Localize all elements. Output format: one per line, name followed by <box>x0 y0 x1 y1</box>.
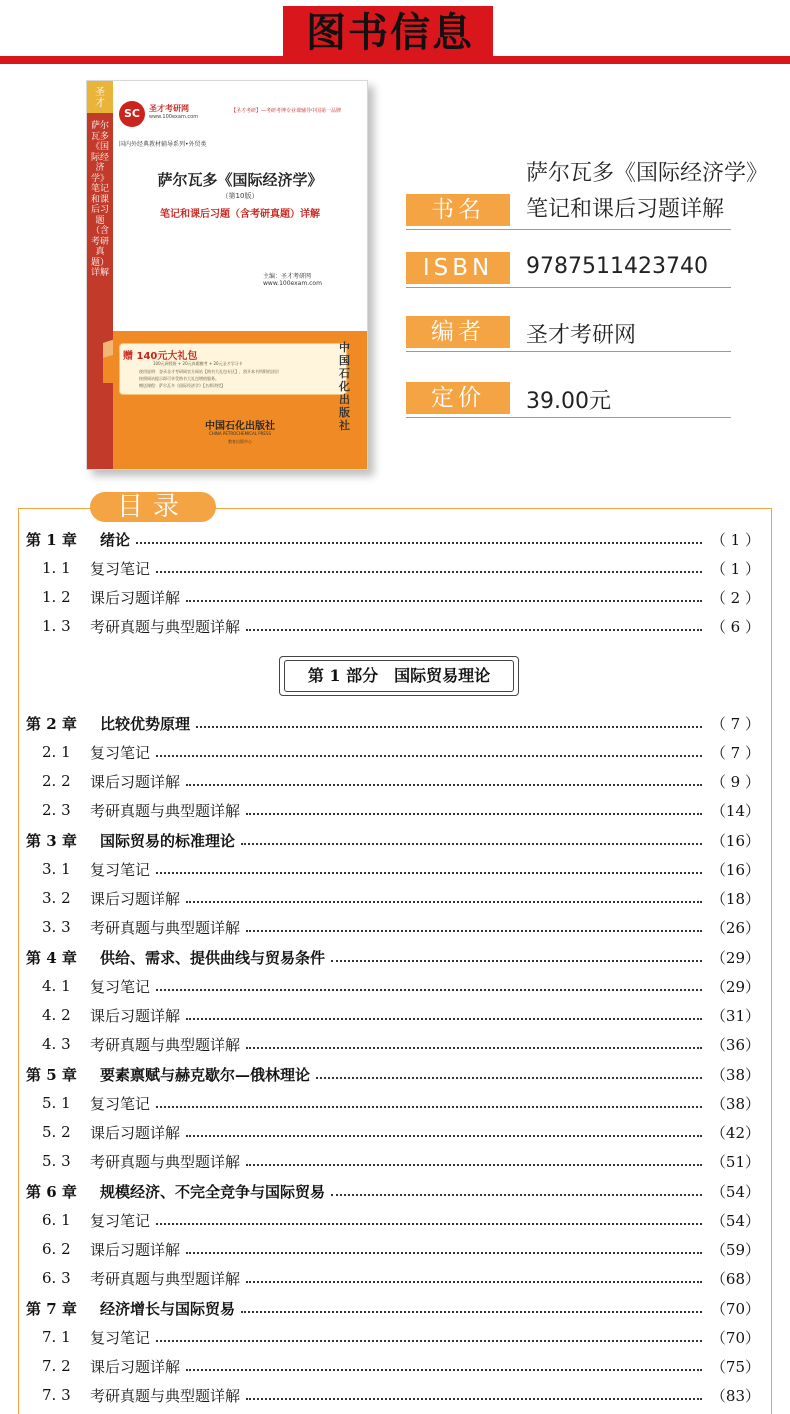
toc-chapter-row <box>26 1179 760 1203</box>
toc-number: 2. 1 <box>42 743 71 761</box>
toc-title: 考研真题与典型题详解 <box>90 617 241 636</box>
toc-section-row <box>26 769 760 793</box>
toc-section-row <box>26 1120 760 1144</box>
toc-title: 比较优势原理 <box>100 714 191 733</box>
toc-leader-dots <box>136 542 702 544</box>
cover-edition: （第10版） <box>221 192 259 200</box>
toc-section-row <box>26 740 760 764</box>
toc-number: 第 2 章 <box>26 714 77 733</box>
cover-title: 萨尔瓦多《国际经济学》 <box>157 171 323 189</box>
toc-leader-dots <box>246 1164 702 1166</box>
toc-leader-dots <box>246 1281 702 1283</box>
info-label: 定价 <box>406 382 510 414</box>
toc-number: 3. 3 <box>42 918 71 936</box>
page-header <box>0 0 790 78</box>
info-row-title <box>406 161 769 230</box>
toc-page-number: （ 7 ） <box>710 714 760 733</box>
toc-leader-dots <box>156 989 702 991</box>
toc-title: 课后习题详解 <box>90 1240 181 1259</box>
toc-page-number: （26） <box>710 918 760 937</box>
toc-leader-dots <box>246 813 702 815</box>
toc-leader-dots <box>186 901 702 903</box>
toc-section-row <box>26 1354 760 1378</box>
toc-title: 供给、需求、提供曲线与贸易条件 <box>100 948 326 967</box>
toc-page-number: （31） <box>710 1006 760 1025</box>
info-row-price <box>406 382 731 418</box>
toc-number: 6. 1 <box>42 1211 71 1229</box>
toc-page-number: （42） <box>710 1123 760 1142</box>
toc-leader-dots <box>331 960 702 962</box>
toc-number: 第 5 章 <box>26 1065 77 1084</box>
gift-line: 赠送课程：萨尔瓦多《国际经济学》【名师讲授】 <box>139 383 225 388</box>
logo-url: www.100exam.com <box>149 114 199 120</box>
toc-title: 经济增长与国际贸易 <box>100 1299 236 1318</box>
toc-leader-dots <box>156 755 702 757</box>
toc-leader-dots <box>156 872 702 874</box>
toc-section-row <box>26 1266 760 1290</box>
gift-badge: 赠 140元大礼包 <box>123 351 198 362</box>
toc-title: 复习笔记 <box>90 977 151 996</box>
toc-chapter-row <box>26 828 760 852</box>
toc-tab-label: 目录 <box>90 492 216 522</box>
publisher-english: CHINA PETROCHEMICAL PRESS <box>208 431 272 436</box>
toc-title: 国际贸易的标准理论 <box>100 831 236 850</box>
toc-page-number: （36） <box>710 1035 760 1054</box>
toc-page-number: （ 2 ） <box>710 588 760 607</box>
toc-title: 课后习题详解 <box>90 588 181 607</box>
toc-number: 5. 1 <box>42 1094 71 1112</box>
toc-page-number: （83） <box>710 1386 760 1405</box>
toc-title: 考研真题与典型题详解 <box>90 1152 241 1171</box>
toc-section-row <box>26 857 760 881</box>
toc-section-row <box>26 1149 760 1173</box>
toc-number: 5. 2 <box>42 1123 71 1141</box>
toc-section-row <box>26 1208 760 1232</box>
cover-side-publisher: 中国石化出版社 <box>339 341 350 432</box>
book-title-line-2: 笔记和课后习题详解 <box>526 197 725 222</box>
toc-page-number: （70） <box>710 1299 760 1318</box>
toc-section-row <box>26 974 760 998</box>
toc-chapter-row <box>26 1062 760 1086</box>
toc-title: 课后习题详解 <box>90 1123 181 1142</box>
toc-page-number: （29） <box>710 948 760 967</box>
toc-title: 课后习题详解 <box>90 889 181 908</box>
toc-chapter-row <box>26 1296 760 1320</box>
toc-number: 第 3 章 <box>26 831 77 850</box>
toc-number: 7. 2 <box>42 1357 71 1375</box>
toc-chapter-row <box>26 711 760 735</box>
toc-leader-dots <box>186 784 702 786</box>
toc-leader-dots <box>316 1077 702 1079</box>
toc-title: 复习笔记 <box>90 1328 151 1347</box>
toc-title: 复习笔记 <box>90 1094 151 1113</box>
toc-leader-dots <box>186 1135 702 1137</box>
book-cover-image <box>86 80 368 470</box>
toc-page-number: （38） <box>710 1094 760 1113</box>
toc-title: 课后习题详解 <box>90 772 181 791</box>
toc-title: 复习笔记 <box>90 559 151 578</box>
toc-section-row <box>26 1383 760 1407</box>
toc-chapter-row <box>26 945 760 969</box>
toc-leader-dots <box>186 1018 702 1020</box>
toc-section-row <box>26 1032 760 1056</box>
toc-number: 4. 2 <box>42 1006 71 1024</box>
toc-number: 1. 1 <box>42 559 71 577</box>
toc-chapter-row <box>26 527 760 551</box>
toc-page-number: （ 7 ） <box>710 743 760 762</box>
price-value: 39.00元 <box>526 389 611 414</box>
toc-page-number: （51） <box>710 1152 760 1171</box>
logo-slogan: 【圣才考研】—考研考博专业课辅导中国第一品牌 <box>231 108 342 114</box>
info-row-isbn <box>406 252 731 288</box>
page-title: 图书信息 <box>306 10 474 56</box>
toc-leader-dots <box>331 1194 702 1196</box>
toc-section-row <box>26 1237 760 1261</box>
toc-number: 4. 1 <box>42 977 71 995</box>
toc-number: 第 7 章 <box>26 1299 77 1318</box>
toc-leader-dots <box>156 1340 702 1342</box>
toc-page-number: （68） <box>710 1269 760 1288</box>
toc-section-row <box>26 556 760 580</box>
toc-title: 考研真题与典型题详解 <box>90 1386 241 1405</box>
toc-section-row <box>26 585 760 609</box>
toc-leader-dots <box>246 629 702 631</box>
toc-page-number: （59） <box>710 1240 760 1259</box>
toc-page-number: （18） <box>710 889 760 908</box>
toc-number: 2. 3 <box>42 801 71 819</box>
toc-leader-dots <box>186 1369 702 1371</box>
toc-section-row <box>26 1003 760 1027</box>
toc-section-row <box>26 614 760 638</box>
toc-number: 2. 2 <box>42 772 71 790</box>
toc-title: 考研真题与典型题详解 <box>90 1269 241 1288</box>
toc-leader-dots <box>241 843 702 845</box>
toc-page-number: （70） <box>710 1328 760 1347</box>
publisher-logo-icon: SC <box>119 101 145 127</box>
editor-value: 圣才考研网 <box>526 323 637 348</box>
toc-title: 复习笔记 <box>90 860 151 879</box>
toc-page-number: （ 9 ） <box>710 772 760 791</box>
toc-page-number: （16） <box>710 860 760 879</box>
toc-page-number: （29） <box>710 977 760 996</box>
cover-subtitle: 笔记和课后习题（含考研真题）详解 <box>160 209 320 220</box>
toc-number: 6. 2 <box>42 1240 71 1258</box>
info-label: 编者 <box>406 316 510 348</box>
toc-title: 规模经济、不完全竞争与国际贸易 <box>100 1182 326 1201</box>
info-label: ISBN <box>406 252 510 284</box>
toc-leader-dots <box>246 1398 702 1400</box>
publisher-name: 中国石化出版社 <box>205 421 275 432</box>
info-row-editor <box>406 316 731 352</box>
book-title-line-1: 萨尔瓦多《国际经济学》 <box>526 161 769 186</box>
toc-leader-dots <box>186 1252 702 1254</box>
toc-title: 绪论 <box>100 530 131 549</box>
toc-page-number: （75） <box>710 1357 760 1376</box>
cover-editor-url: www.100exam.com <box>263 280 322 287</box>
publisher-division: 教育出版中心 <box>228 439 252 444</box>
toc-number: 3. 2 <box>42 889 71 907</box>
gift-line: 使用说明：登录圣才考研网官方网站【购书大礼包专区】，刮开本书所附的涂层 <box>139 369 279 374</box>
isbn-value: 9787511423740 <box>526 254 708 279</box>
toc-title: 复习笔记 <box>90 1211 151 1230</box>
logo-name: 圣才考研网 <box>149 104 189 113</box>
toc-leader-dots <box>156 1106 702 1108</box>
spine-title: 萨尔瓦多《国际经济学》笔记和课后习题（含考研真题）详解 <box>91 121 110 278</box>
toc-page-number: （54） <box>710 1182 760 1201</box>
toc-leader-dots <box>156 571 702 573</box>
toc-title: 考研真题与典型题详解 <box>90 918 241 937</box>
toc-leader-dots <box>246 930 702 932</box>
toc-number: 第 1 章 <box>26 530 77 549</box>
toc-title: 要素禀赋与赫克歇尔—俄林理论 <box>100 1065 311 1084</box>
toc-section-row <box>26 1091 760 1115</box>
toc-page-number: （16） <box>710 831 760 850</box>
toc-number: 1. 2 <box>42 588 71 606</box>
toc-leader-dots <box>156 1223 702 1225</box>
toc-page-number: （54） <box>710 1211 760 1230</box>
toc-page-number: （38） <box>710 1065 760 1084</box>
toc-title: 复习笔记 <box>90 743 151 762</box>
toc-number: 7. 3 <box>42 1386 71 1404</box>
toc-title: 课后习题详解 <box>90 1006 181 1025</box>
toc-title: 课后习题详解 <box>90 1357 181 1376</box>
toc-leader-dots <box>196 726 702 728</box>
toc-title: 考研真题与典型题详解 <box>90 1035 241 1054</box>
cover-editor: 主编：圣才考研网 <box>263 273 312 280</box>
toc-page-number: （ 1 ） <box>710 559 760 578</box>
toc-number: 第 4 章 <box>26 948 77 967</box>
part-heading: 第 1 部分 国际贸易理论 <box>284 660 514 692</box>
toc-number: 第 6 章 <box>26 1182 77 1201</box>
series-name: 国内外经典教材辅导系列•外贸类 <box>119 141 207 148</box>
toc-leader-dots <box>186 600 702 602</box>
gift-line: 100元网授班 + 20元真题模考 + 20元圣才学习卡 <box>153 361 243 366</box>
toc-number: 6. 3 <box>42 1269 71 1287</box>
toc-leader-dots <box>246 1047 702 1049</box>
toc-section-row <box>26 886 760 910</box>
toc-leader-dots <box>241 1311 702 1313</box>
toc-number: 5. 3 <box>42 1152 71 1170</box>
info-label: 书名 <box>406 194 510 226</box>
toc-page-number: （ 1 ） <box>710 530 760 549</box>
toc-page-number: （ 6 ） <box>710 617 760 636</box>
cover-front <box>113 81 367 469</box>
spine-top-label: 圣才 <box>95 87 105 109</box>
toc-section-row <box>26 915 760 939</box>
gift-line: 按照网站提示即可享受购书大礼包增值服务。 <box>139 376 219 381</box>
toc-number: 1. 3 <box>42 617 71 635</box>
toc-number: 7. 1 <box>42 1328 71 1346</box>
toc-section-row <box>26 1325 760 1349</box>
toc-page-number: （14） <box>710 801 760 820</box>
toc-number: 4. 3 <box>42 1035 71 1053</box>
toc-title: 考研真题与典型题详解 <box>90 801 241 820</box>
toc-number: 3. 1 <box>42 860 71 878</box>
toc-section-row <box>26 798 760 822</box>
